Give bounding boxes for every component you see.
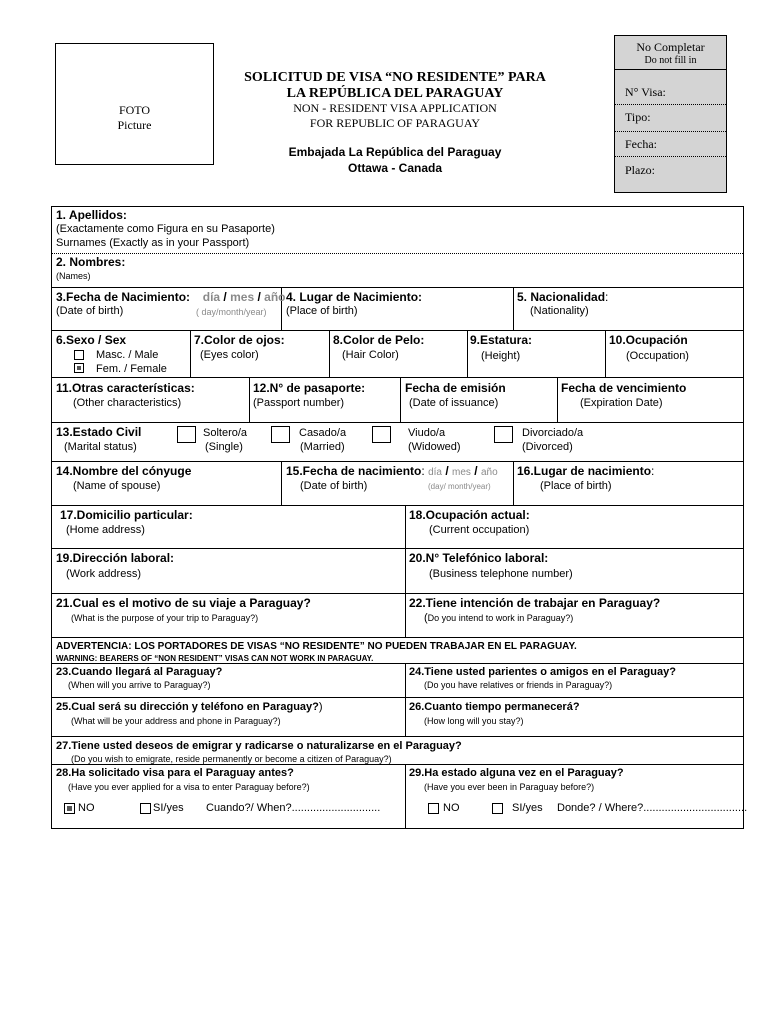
surnames-note-en: Surnames (Exactly as in your Passport) [56,237,250,249]
hair-color-note: (Hair Color) [342,349,399,361]
office-box-subtitle: Do not fill in [644,55,697,66]
expiration-date-note: (Expiration Date) [580,397,663,409]
intent-to-work-note-text: Do you intend to work in Paraguay?) [427,613,574,623]
single-checkbox[interactable] [177,426,196,443]
spouse-birth-place-label [517,465,654,479]
intent-to-work-note [424,612,573,625]
been-in-paraguay-label: 29.Ha estado alguna vez en el Paraguay? [409,767,624,779]
issue-date-label: Fecha de emisión [405,381,506,395]
surnames-label: 1. Apellidos: [56,208,127,222]
office-use-box [614,35,727,193]
divorced-checkbox[interactable] [494,426,513,443]
other-characteristics-note: (Other characteristics) [73,397,182,409]
month-hint: mes [452,467,471,478]
birth-date-label [56,291,286,305]
spouse-birth-date-label [286,465,498,479]
names-note: (Names) [56,271,91,281]
work-phone-label: 20.N° Telefónico laboral: [409,551,549,565]
home-address-label: 17.Domicilio particular: [60,508,193,522]
surnames-note-es: (Exactamente como Figura en su Pasaporte) [56,223,275,235]
widowed-label: Viudo/a [408,427,446,439]
day-hint: día [428,467,442,478]
stay-length-note: (How long will you stay?) [424,716,524,726]
names-label: 2. Nombres: [56,255,126,269]
work-phone-note: (Business telephone number) [429,568,573,580]
office-plazo: Plazo: [625,163,655,177]
form-subtitle-line2: FOR REPUBLIC OF PARAGUAY [309,116,481,130]
date-format-hint-2: (day/ month/year) [428,482,491,491]
paraguay-address-label [56,701,323,714]
colon: : [605,290,609,304]
birth-place-note: (Place of birth) [286,305,358,317]
embassy-city: Ottawa - Canada [347,161,443,175]
previous-visa-note: (Have you ever applied for a visa to enter Paraguay before?) [68,782,310,792]
spouse-birth-date-label-text: 15.Fecha de nacimiento [286,464,422,478]
previous-visa-no-checkbox[interactable] [64,803,75,814]
marital-status-label: 13.Estado Civil [56,425,142,439]
paren: ( [424,612,428,624]
slash: / [257,290,261,304]
relatives-note: (Do you have relatives or friends in Paraguay?) [424,680,613,690]
issue-date-note: (Date of issuance) [409,397,499,409]
birth-date-label-text: 3.Fecha de Nacimiento: [56,290,191,304]
occupation-note: (Occupation) [626,350,689,362]
male-option-label: Masc. / Male [96,349,159,361]
divorced-label: Divorciado/a [522,427,584,439]
photo-label: FOTO [118,103,151,117]
occupation-label: 10.Ocupación [609,333,688,347]
embassy-name: Embajada La República del Paraguay [288,145,502,159]
paraguay-address-note: (What will be your address and phone in Paraguay?) [71,716,281,726]
male-checkbox[interactable] [74,350,84,360]
married-label: Casado/a [299,427,347,439]
marital-status-note: (Marital status) [64,441,137,453]
been-in-paraguay-note: (Have you ever been in Paraguay before?) [424,782,595,792]
spouse-birth-place-note: (Place of birth) [540,480,612,492]
sex-label: 6.Sexo / Sex [56,333,127,347]
trip-purpose-label: 21.Cual es el motivo de su viaje a Paraguay? [56,596,311,610]
been-in-paraguay-no-checkbox[interactable] [428,803,439,814]
height-label: 9.Estatura: [470,333,533,347]
form-title-line2: LA REPÚBLICA DEL PARAGUAY [286,86,504,101]
stay-length-label: 26.Cuanto tiempo permanecerá? [409,701,580,713]
single-label-en: (Single) [205,441,243,453]
slash: / [445,464,449,478]
birth-place-label: 4. Lugar de Nacimiento: [286,290,423,304]
current-occupation-note: (Current occupation) [429,524,530,536]
married-label-en: (Married) [300,441,345,453]
intent-to-work-label: 22.Tiene intención de trabajar en Paraguay? [409,596,661,610]
expiration-date-label: Fecha de vencimiento [561,381,687,395]
previous-visa-yes-checkbox[interactable] [140,803,151,814]
year-hint: año [264,290,286,304]
work-address-note: (Work address) [66,568,141,580]
emigrate-note: (Do you wish to emigrate, reside permanently or become a citizen of Paraguay?) [71,754,392,764]
day-hint: día [202,290,221,304]
emigrate-label: 27.Tiene usted deseos de emigrar y radicarse o naturalizarse en el Paraguay? [56,740,462,752]
colon: : [651,464,655,478]
divorced-label-en: (Divorced) [522,441,573,453]
eye-color-label: 7.Color de ojos: [194,333,285,347]
paraguay-address-label-text: 25.Cual será su dirección y teléfono en Paraguay? [56,701,319,713]
widowed-checkbox[interactable] [372,426,391,443]
spouse-name-label: 14.Nombre del cónyuge [56,464,192,478]
passport-number-note: (Passport number) [253,397,345,409]
picture-label: Picture [117,118,152,132]
spouse-birth-date-note: (Date of birth) [300,480,368,492]
previous-visa-yes-label: SI/yes [153,802,184,814]
passport-number-label: 12.N° de pasaporte: [253,381,366,395]
slash: / [223,290,227,304]
been-in-paraguay-no-label: NO [443,802,460,814]
widowed-label-en: (Widowed) [408,441,461,453]
birth-date-note: (Date of birth) [56,305,124,317]
current-occupation-label: 18.Ocupación actual: [409,508,530,522]
year-hint: año [480,467,498,478]
office-box-title: No Completar [636,40,705,54]
warning-english: WARNING: BEARERS OF “NON RESIDENT” VISAS CAN NOT WORK IN PARAGUAY. [56,654,374,663]
eye-color-note: (Eyes color) [200,349,259,361]
relatives-label: 24.Tiene usted parientes o amigos en el Paraguay? [409,666,676,678]
colon: : [421,464,425,478]
arrival-date-note: (When will you arrive to Paraguay?) [68,680,211,690]
female-option-label: Fem. / Female [96,363,167,375]
office-visa-number: N° Visa: [625,85,666,99]
female-checkbox[interactable] [74,363,84,373]
nationality-note: (Nationality) [530,305,589,317]
single-label: Soltero/a [203,427,248,439]
home-address-note: (Home address) [66,524,145,536]
office-fecha: Fecha: [625,137,657,151]
photo-box [55,43,214,165]
married-checkbox[interactable] [271,426,290,443]
form-subtitle-line1: NON - RESIDENT VISA APPLICATION [293,101,497,115]
arrival-date-label: 23.Cuando llegará al Paraguay? [56,666,223,678]
form-title-line1: SOLICITUD DE VISA “NO RESIDENTE” PARA [244,70,546,85]
slash: / [474,464,478,478]
paren: ) [318,701,323,713]
warning-spanish: ADVERTENCIA: LOS PORTADORES DE VISAS “NO RESIDENTE” NO PUEDEN TRABAJAR EN EL PARAGUAY. [56,641,577,652]
other-characteristics-label: 11.Otras características: [56,381,195,395]
previous-visa-no-label: NO [78,802,95,814]
previous-visa-label: 28.Ha solicitado visa para el Paraguay antes? [56,767,294,779]
nationality-label-text: 5. Nacionalidad [517,290,606,304]
office-tipo: Tipo: [625,110,651,124]
height-note: (Height) [481,350,521,362]
month-hint: mes [230,290,255,304]
been-in-paraguay-yes-label: SI/yes [512,802,543,814]
spouse-name-note: (Name of spouse) [73,480,161,492]
date-format-hint: ( day/month/year) [196,307,267,317]
nationality-label [517,291,608,305]
been-in-paraguay-yes-checkbox[interactable] [492,803,503,814]
work-address-label: 19.Dirección laboral: [56,551,175,565]
spouse-birth-place-label-text: 16.Lugar de nacimiento [517,464,652,478]
trip-purpose-note: (What is the purpose of your trip to Paraguay?) [71,613,259,623]
hair-color-label: 8.Color de Pelo: [333,333,425,347]
been-in-paraguay-where-field[interactable]: Donde? / Where?.................................. [557,802,748,814]
previous-visa-when-field[interactable]: Cuando?/ When?............................. [206,802,381,814]
